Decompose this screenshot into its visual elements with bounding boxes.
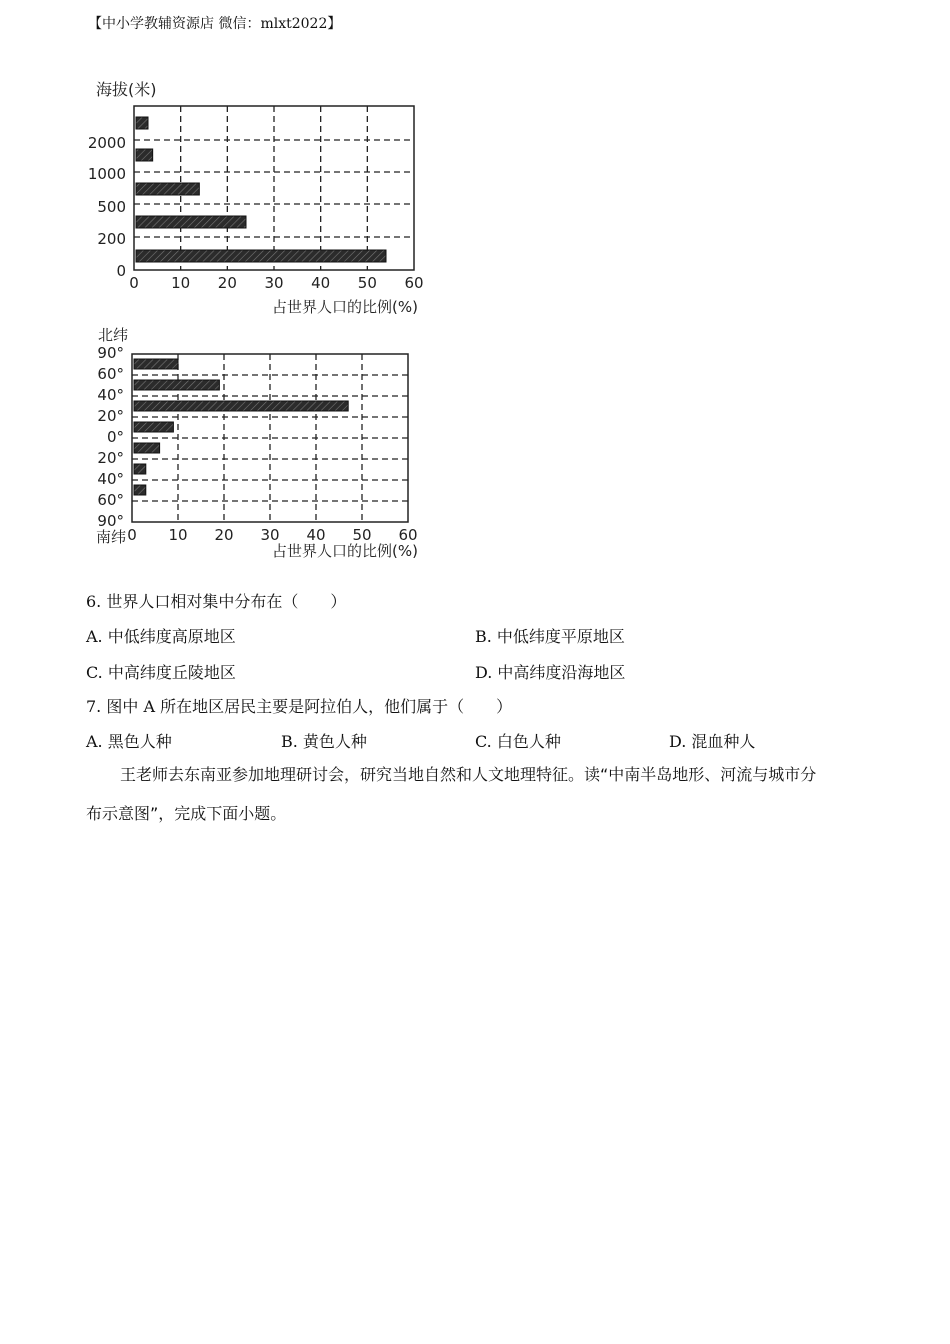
y-tick-label: 2000 <box>87 134 126 152</box>
data-bar <box>134 401 348 411</box>
y-axis-title: 海拔(米) <box>96 80 157 99</box>
y-tick-label: 90° <box>97 344 124 362</box>
y-tick-label: 200 <box>97 230 126 248</box>
paragraph-line-1: 王老师去东南亚参加地理研讨会，研究当地自然和人文地理特征。读“中南半岛地形、河流与城市分 <box>120 765 817 784</box>
x-axis-title: 占世界人口的比例(%) <box>272 298 418 316</box>
data-bar <box>134 443 160 453</box>
x-tick-label: 0 <box>127 526 137 544</box>
question-7-option-a: A. 黑色人种 <box>86 732 172 751</box>
y-tick-label: 60° <box>97 365 124 383</box>
x-tick-label: 10 <box>171 274 191 292</box>
data-bar <box>134 380 219 390</box>
x-tick-label: 50 <box>352 526 372 544</box>
question-6-option-a: A. 中低纬度高原地区 <box>86 627 236 646</box>
y-tick-label: 20° <box>97 407 124 425</box>
latitude-population-chart <box>84 322 434 564</box>
x-tick-label: 20 <box>214 526 234 544</box>
y-tick-label: 0° <box>106 428 124 446</box>
y-tick-label: 90° <box>97 512 124 530</box>
page-header: 【中小学教辅资源店 微信：mlxt2022】 <box>88 16 342 32</box>
y-tick-label: 40° <box>97 470 124 488</box>
y-tick-label: 60° <box>97 491 124 509</box>
x-tick-label: 40 <box>306 526 326 544</box>
y-tick-label: 500 <box>97 198 126 216</box>
x-tick-label: 0 <box>129 274 139 292</box>
question-7-stem: 7. 图中 A 所在地区居民主要是阿拉伯人，他们属于（ ） <box>86 697 513 716</box>
north-latitude-label: 北纬 <box>98 326 129 344</box>
data-bar <box>136 183 199 195</box>
data-bar <box>134 422 173 432</box>
question-6-option-c: C. 中高纬度丘陵地区 <box>86 663 236 682</box>
data-bar <box>134 359 178 369</box>
intro-paragraph <box>86 755 866 833</box>
data-bar <box>136 250 386 262</box>
y-tick-label: 40° <box>97 386 124 404</box>
y-tick-label: 1000 <box>87 165 126 183</box>
x-tick-label: 50 <box>357 274 377 292</box>
altitude-population-chart <box>84 76 434 321</box>
x-axis-title: 占世界人口的比例(%) <box>272 542 418 560</box>
question-6-option-d: D. 中高纬度沿海地区 <box>475 663 626 682</box>
x-tick-label: 60 <box>398 526 418 544</box>
paragraph-line-2: 布示意图”，完成下面小题。 <box>86 804 287 823</box>
data-bar <box>134 464 146 474</box>
x-tick-label: 30 <box>260 526 280 544</box>
y-tick-label: 0 <box>116 262 126 280</box>
data-bar <box>136 117 148 129</box>
x-tick-label: 10 <box>168 526 188 544</box>
question-6-option-b: B. 中低纬度平原地区 <box>475 627 625 646</box>
x-tick-label: 40 <box>311 274 331 292</box>
south-latitude-label: 南纬 <box>96 528 127 546</box>
x-tick-label: 30 <box>264 274 284 292</box>
data-bar <box>136 149 153 161</box>
question-6-stem: 6. 世界人口相对集中分布在（ ） <box>86 592 347 611</box>
question-7-option-d: D. 混血种人 <box>669 732 756 751</box>
x-tick-label: 60 <box>404 274 424 292</box>
question-7-option-b: B. 黄色人种 <box>281 732 367 751</box>
data-bar <box>134 485 146 495</box>
y-tick-label: 20° <box>97 449 124 467</box>
data-bar <box>136 216 246 228</box>
question-7-option-c: C. 白色人种 <box>475 732 561 751</box>
x-tick-label: 20 <box>217 274 237 292</box>
